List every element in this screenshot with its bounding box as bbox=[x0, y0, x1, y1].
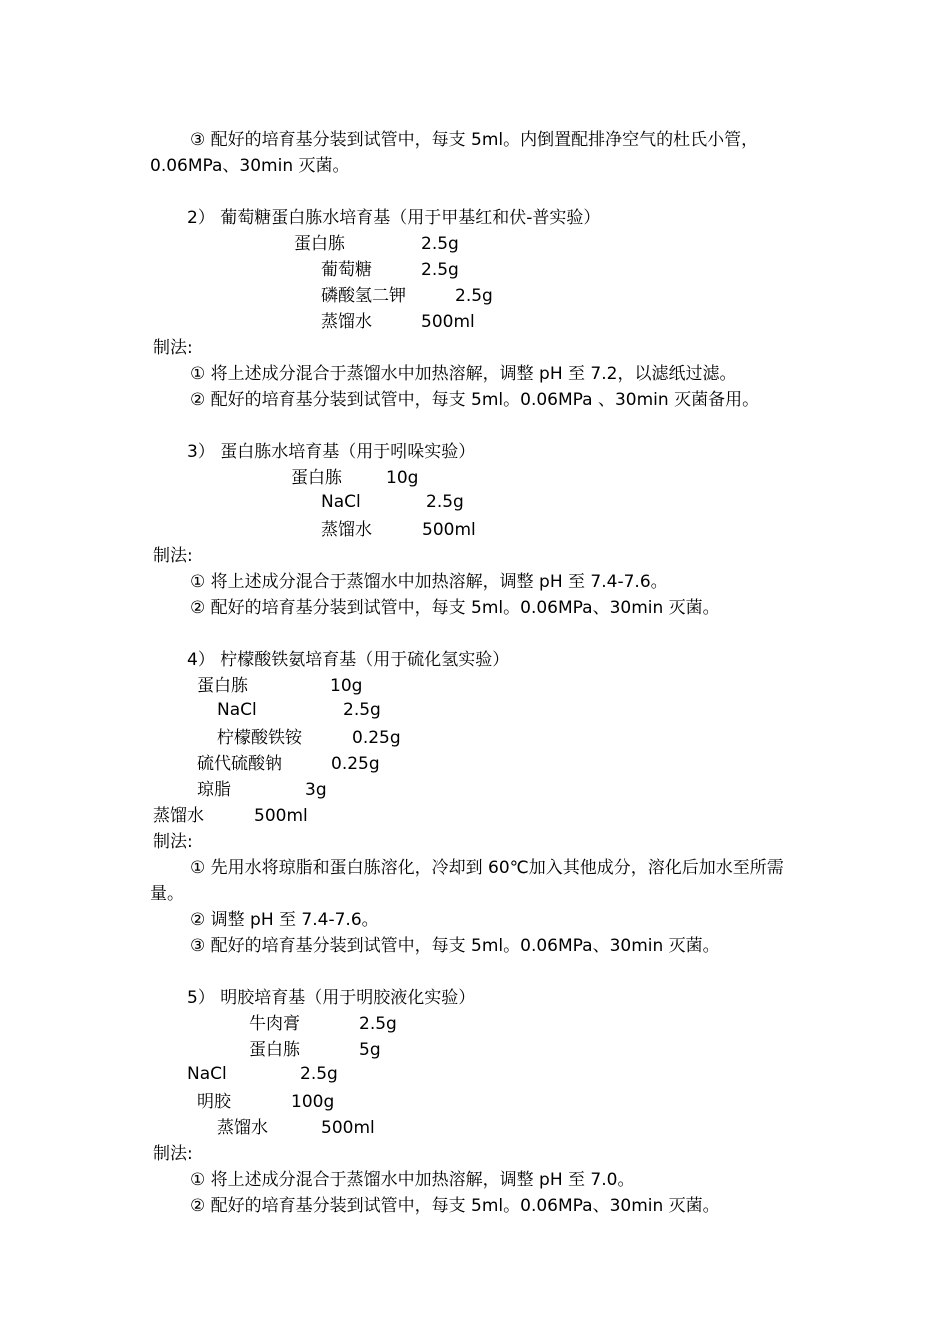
ingredient-name: NaCl bbox=[187, 1064, 227, 1084]
method-label: 制法: bbox=[153, 338, 193, 358]
method-step: ② 调整 pH 至 7.4-7.6。 bbox=[190, 910, 379, 930]
ingredient-amount: 10g bbox=[386, 468, 419, 488]
ingredient-amount: 2.5g bbox=[421, 234, 459, 254]
ingredient-name: 蒸馏水 bbox=[321, 520, 372, 540]
ingredient-amount: 2.5g bbox=[359, 1014, 397, 1034]
ingredient-name: 蛋白胨 bbox=[197, 676, 248, 696]
ingredient-name: 蒸馏水 bbox=[321, 312, 372, 332]
method-label: 制法: bbox=[153, 832, 193, 852]
method-label: 制法: bbox=[153, 546, 193, 566]
ingredient-name: 蛋白胨 bbox=[249, 1040, 300, 1060]
ingredient-name: 蛋白胨 bbox=[294, 234, 345, 254]
ingredient-amount: 500ml bbox=[422, 520, 476, 540]
ingredient-amount: 100g bbox=[291, 1092, 335, 1112]
section-heading: 2） 葡萄糖蛋白胨水培育基（用于甲基红和伏-普实验） bbox=[187, 208, 601, 228]
ingredient-amount: 500ml bbox=[321, 1118, 375, 1138]
ingredient-amount: 2.5g bbox=[300, 1064, 338, 1084]
ingredient-amount: 500ml bbox=[421, 312, 475, 332]
method-step: ① 将上述成分混合于蒸馏水中加热溶解，调整 pH 至 7.0。 bbox=[190, 1170, 635, 1190]
method-step-continuation: 量。 bbox=[150, 884, 184, 904]
method-step: ① 先用水将琼脂和蛋白胨溶化，冷却到 60℃加入其他成分，溶化后加水至所需 bbox=[190, 858, 784, 878]
ingredient-amount: 2.5g bbox=[343, 700, 381, 720]
ingredient-amount: 2.5g bbox=[455, 286, 493, 306]
method-step: ② 配好的培育基分装到试管中，每支 5ml。0.06MPa、30min 灭菌。 bbox=[190, 598, 720, 618]
ingredient-amount: 5g bbox=[359, 1040, 381, 1060]
ingredient-amount: 0.25g bbox=[352, 728, 401, 748]
paragraph-line: ③ 配好的培育基分装到试管中，每支 5ml。内倒置配排净空气的杜氏小管， bbox=[190, 130, 759, 150]
ingredient-name: 蒸馏水 bbox=[153, 806, 204, 826]
method-step: ② 配好的培育基分装到试管中，每支 5ml。0.06MPa、30min 灭菌。 bbox=[190, 1196, 720, 1216]
ingredient-amount: 0.25g bbox=[331, 754, 380, 774]
method-label: 制法: bbox=[153, 1144, 193, 1164]
ingredient-name: 葡萄糖 bbox=[321, 260, 372, 280]
ingredient-name: 琼脂 bbox=[197, 780, 231, 800]
section-heading: 3） 蛋白胨水培育基（用于吲哚实验） bbox=[187, 442, 476, 462]
ingredient-name: 明胶 bbox=[197, 1092, 231, 1112]
section-heading: 5） 明胶培育基（用于明胶液化实验） bbox=[187, 988, 476, 1008]
paragraph-line: 0.06MPa、30min 灭菌。 bbox=[150, 156, 350, 176]
method-step: ③ 配好的培育基分装到试管中，每支 5ml。0.06MPa、30min 灭菌。 bbox=[190, 936, 720, 956]
ingredient-name: 牛肉膏 bbox=[249, 1014, 300, 1034]
ingredient-amount: 10g bbox=[330, 676, 363, 696]
ingredient-name: NaCl bbox=[321, 492, 361, 512]
ingredient-amount: 3g bbox=[305, 780, 327, 800]
ingredient-name: 柠檬酸铁铵 bbox=[217, 728, 302, 748]
section-heading: 4） 柠檬酸铁氨培育基（用于硫化氢实验） bbox=[187, 650, 510, 670]
ingredient-name: 蛋白胨 bbox=[291, 468, 342, 488]
ingredient-name: 蒸馏水 bbox=[217, 1118, 268, 1138]
method-step: ② 配好的培育基分装到试管中，每支 5ml。0.06MPa 、30min 灭菌备用。 bbox=[190, 390, 760, 410]
ingredient-amount: 2.5g bbox=[426, 492, 464, 512]
ingredient-name: 硫代硫酸钠 bbox=[197, 754, 282, 774]
method-step: ① 将上述成分混合于蒸馏水中加热溶解，调整 pH 至 7.2，以滤纸过滤。 bbox=[190, 364, 737, 384]
method-step: ① 将上述成分混合于蒸馏水中加热溶解，调整 pH 至 7.4-7.6。 bbox=[190, 572, 668, 592]
ingredient-amount: 500ml bbox=[254, 806, 308, 826]
ingredient-name: 磷酸氢二钾 bbox=[321, 286, 406, 306]
ingredient-amount: 2.5g bbox=[421, 260, 459, 280]
ingredient-name: NaCl bbox=[217, 700, 257, 720]
